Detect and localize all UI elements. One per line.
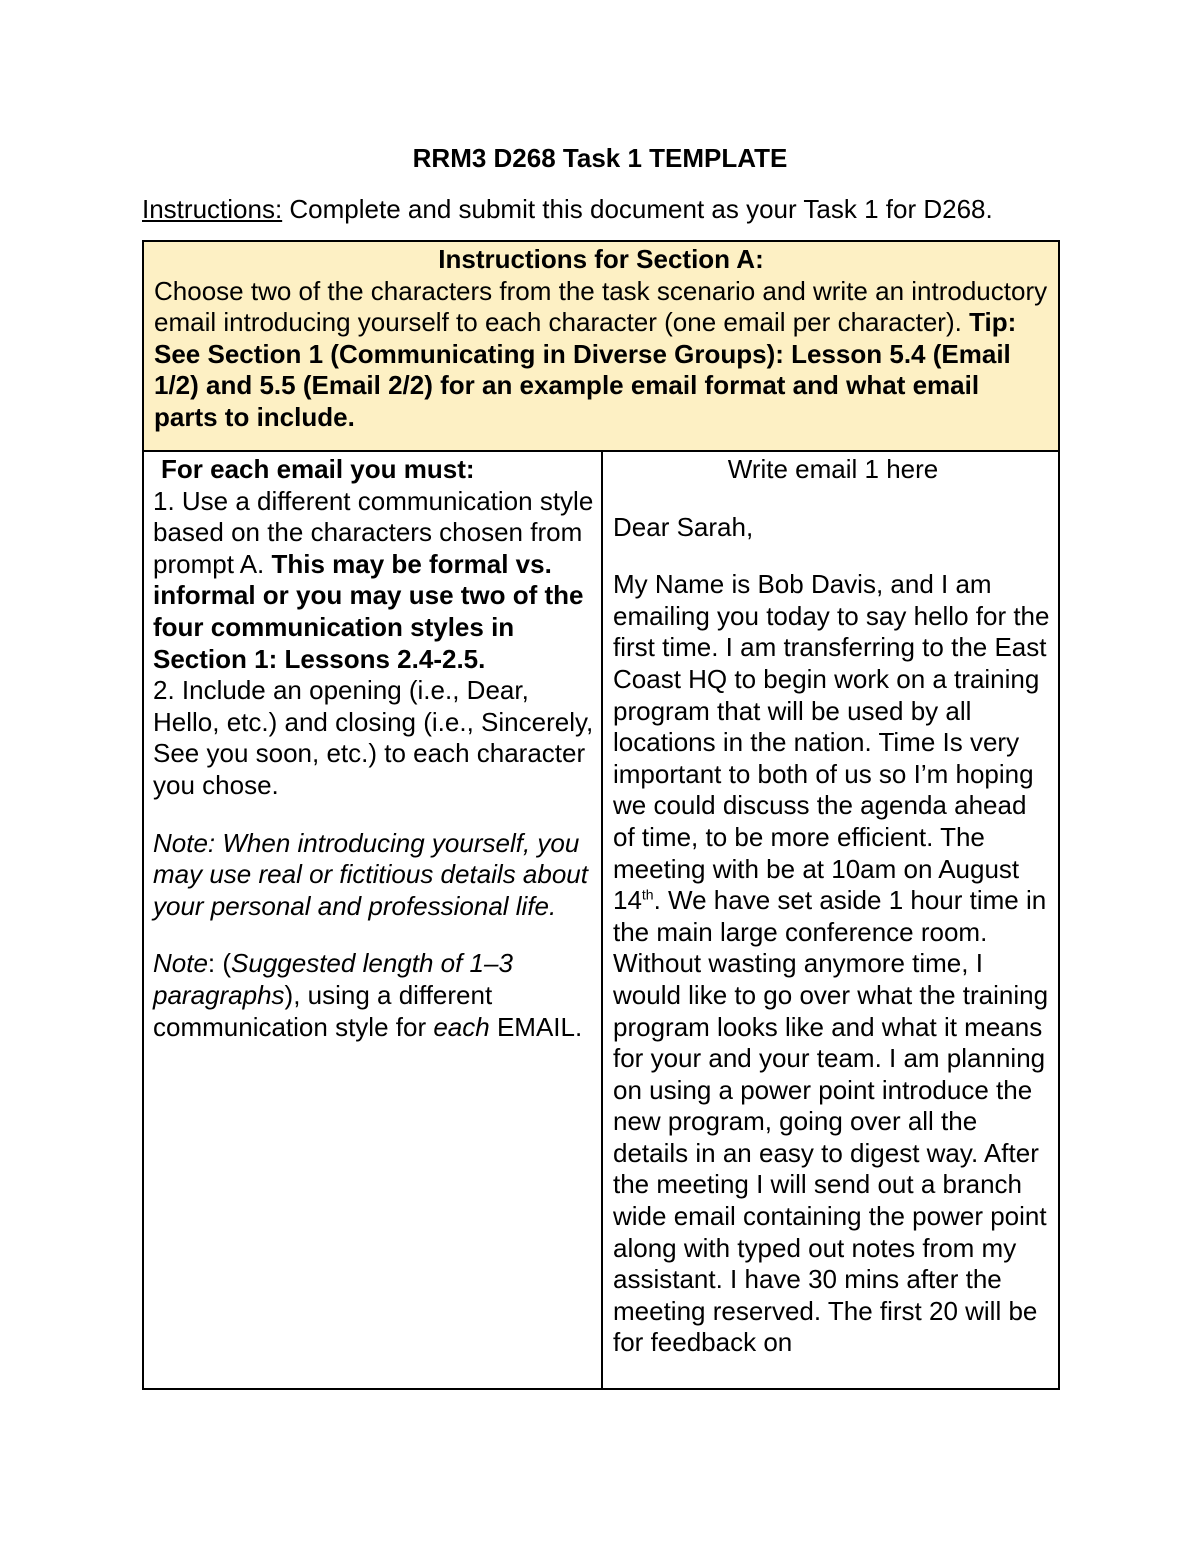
note-length-mid: ), using a different communication style for — [153, 979, 493, 1042]
page-title: RRM3 D268 Task 1 TEMPLATE — [412, 143, 788, 173]
section-a-body — [154, 276, 1048, 434]
email-body-part-1: My Name is Bob Davis, and I am emailing you today to say hello for the first time. I am transferring to the East Coast HQ to begin work on a training program that will be used by all locations in the nation. Time Is very important to both of us so I’m hoping we could discuss the agenda ahead of time, to be more efficient. The meeting with be at 10am on August 14 — [613, 569, 1050, 916]
spacer — [613, 543, 1053, 569]
email-column[interactable] — [613, 454, 1053, 1384]
section-a-instructions-box — [142, 240, 1060, 452]
note-length-italic: Suggested length of 1–3 paragraphs — [153, 948, 513, 1010]
note-introduction: Note: When introducing yourself, you may use real or fictitious details about your personal and professional life. — [153, 827, 588, 921]
section-a-text: Choose two of the characters from the task scenario and write an introductory email introducing yourself to each character (one email per character). — [154, 275, 1048, 337]
spacer — [153, 802, 595, 828]
requirement-item-1-text: 1. Use a different communication style based on the characters chosen from prompt A. — [153, 485, 594, 579]
requirement-item-2: 2. Include an opening (i.e., Dear, Hello, etc.) and closing (i.e., Sincerely, See you soon, etc.) to each character you chose. — [153, 675, 594, 800]
email-body — [613, 569, 1053, 1359]
note-length-label: Note — [153, 948, 208, 979]
instructions-text: Complete and submit this document as your Task 1 for D268. — [282, 194, 993, 224]
requirement-item-1-bold: This may be formal vs. informal or you may use two of the four communication styles in Section 1: Lessons 2.4-2.5. — [153, 548, 584, 674]
email-body-part-2: . We have set aside 1 hour time in the main large conference room. Without wasting anymore time, I would like to go over what the training program looks like and what it means for your and your team. I am planning on using a power point introduce the new program, going over all the details in an easy to digest way. After the meeting I will send out a branch wide email containing the power point along with typed out notes from my assistant. I have 30 mins after the meeting reserved. The first 20 will be for feedback on — [613, 885, 1049, 1358]
email-greeting: Dear Sarah, — [613, 511, 754, 542]
section-a-heading: Instructions for Section A: — [438, 244, 764, 274]
email-table-row — [142, 450, 1060, 1390]
spacer — [613, 486, 1053, 512]
ordinal-suffix: th — [641, 886, 654, 903]
note-length-colon: : ( — [207, 948, 232, 979]
note-length — [153, 948, 595, 1043]
instructions-line — [142, 193, 993, 225]
column-divider — [601, 450, 603, 1388]
spacer — [153, 922, 595, 948]
note-length-each: each — [433, 1011, 490, 1042]
requirement-item-1 — [153, 486, 595, 676]
email-heading: Write email 1 here — [727, 454, 939, 484]
note-length-end: EMAIL. — [489, 1011, 583, 1042]
requirements-heading: For each email you must: — [161, 454, 475, 484]
section-a-tip: Tip: See Section 1 (Communicating in Diverse Groups): Lesson 5.4 (Email 1/2) and 5.5 (Email 2/2) for an example email format and what email parts to include. — [154, 307, 1017, 432]
instructions-label: Instructions: — [142, 194, 283, 224]
requirements-column — [153, 454, 595, 1043]
